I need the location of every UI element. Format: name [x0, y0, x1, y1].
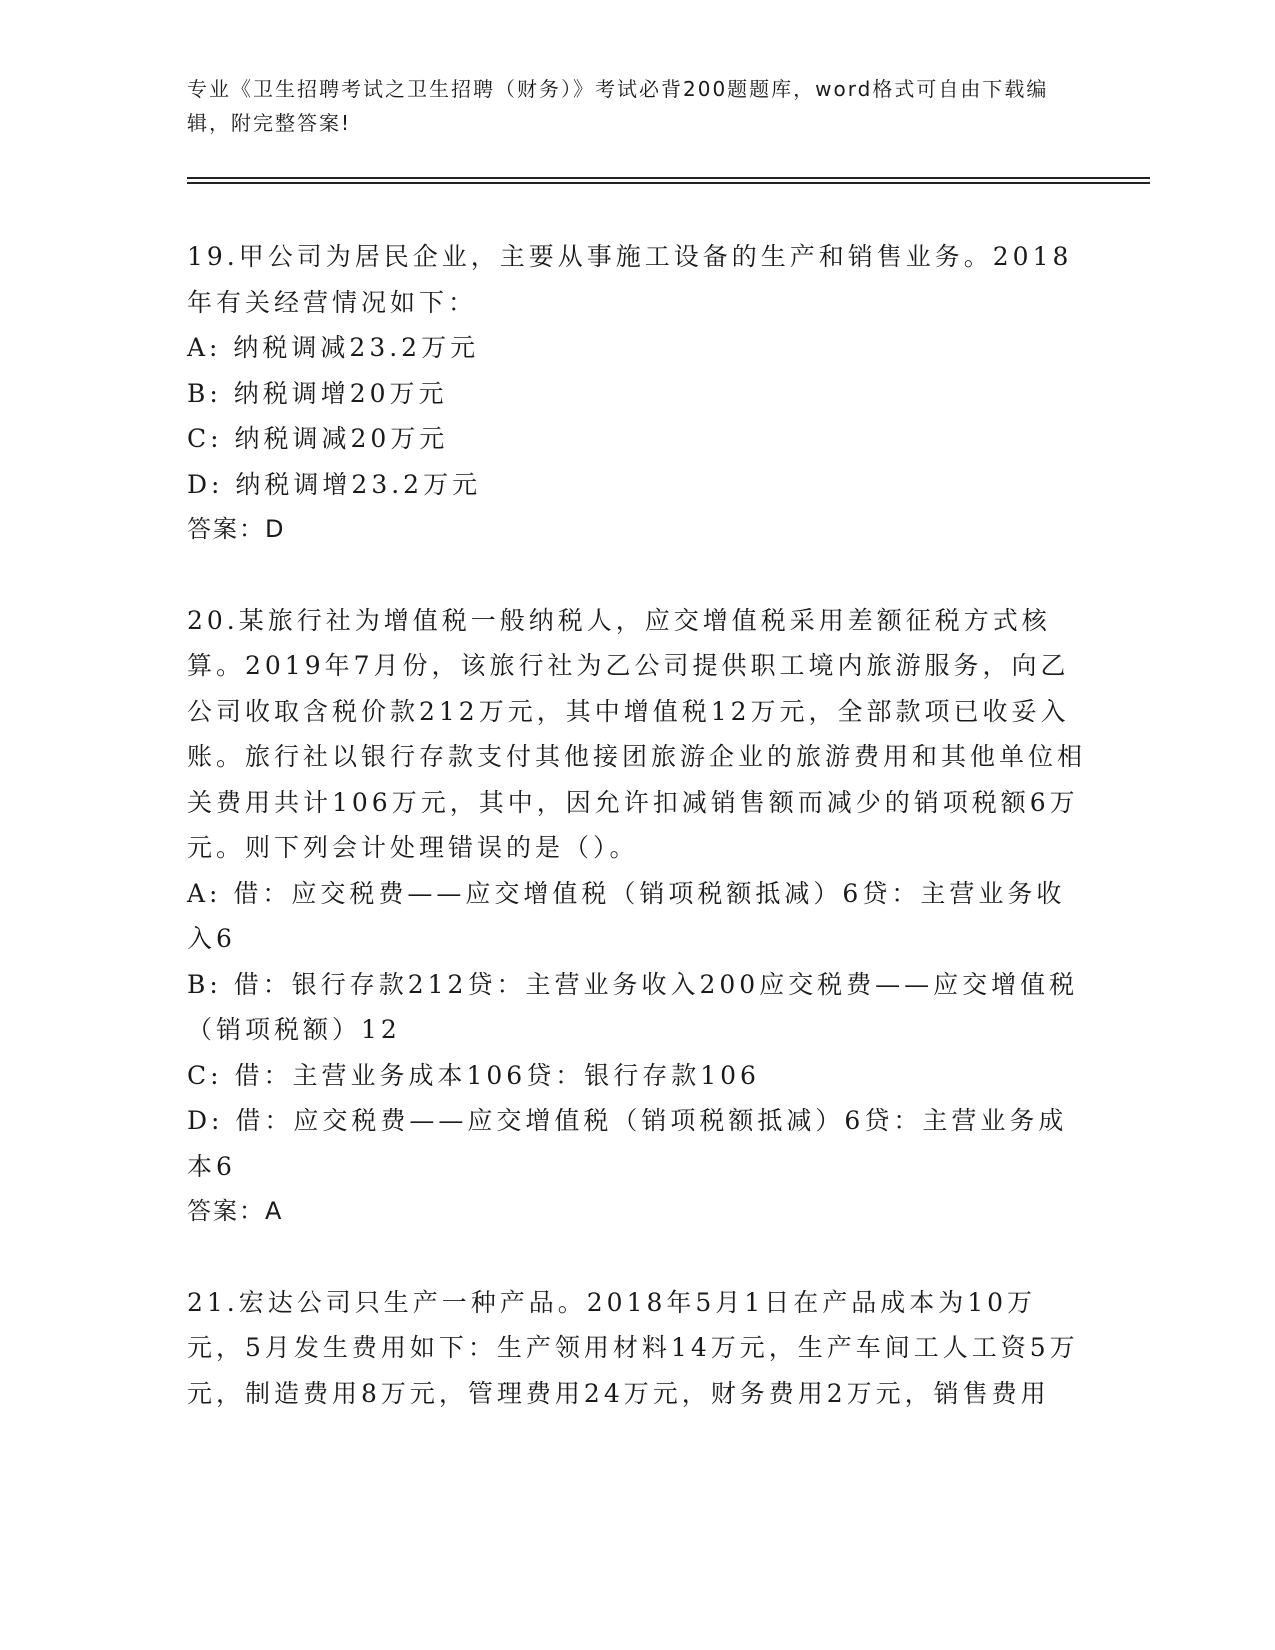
document-header: 专业《卫生招聘考试之卫生招聘（财务）》考试必背200题题库，word格式可自由下载编辑，附完整答案! [187, 77, 1049, 135]
question-20 [187, 598, 1087, 1235]
option-a: A: 借：应交税费——应交增值税（销项税额抵减）6贷：主营业务收入6 [187, 878, 1066, 953]
header-divider-bottom [187, 182, 1150, 184]
question-text: 20.某旅行社为增值税一般纳税人，应交增值税采用差额征税方式核算。2019年7月份，该旅行社为乙公司提供职工境内旅游服务，向乙公司收取含税价款212万元，其中增值税12万元，全部款项已收妥入账。旅行社以银行存款支付其他接团旅游企业的旅游费用和其他单位相关费用共计106万元，其中，因允许扣减销售额而减少的销项税额6万元。则下列会计处理错误的是（）。 [187, 605, 1087, 862]
option-d: D: 借：应交税费——应交增值税（销项税额抵减）6贷：主营业务成本6 [187, 1106, 1068, 1181]
option-a: A: 纳税调减23.2万元 [187, 333, 480, 362]
option-b: B: 借：银行存款212贷：主营业务收入200应交税费——应交增值税（销项税额）12 [187, 969, 1079, 1044]
option-b: B: 纳税调增20万元 [187, 378, 448, 408]
question-21 [187, 1280, 1087, 1417]
header-divider-top [187, 177, 1150, 179]
question-list [187, 234, 1087, 1461]
question-19 [187, 234, 1087, 553]
answer-line: 答案：A [187, 1197, 284, 1225]
question-text: 19.甲公司为居民企业，主要从事施工设备的生产和销售业务。2018年有关经营情况如下： [187, 242, 1073, 317]
option-c: C: 借：主营业务成本106贷：银行存款106 [187, 1060, 760, 1090]
question-text: 21.宏达公司只生产一种产品。2018年5月1日在产品成本为10万元，5月发生费用如下：生产领用材料14万元，生产车间工人工资5万元，制造费用8万元，管理费用24万元，财务费用2万元，销售费用 [187, 1287, 1079, 1408]
option-d: D: 纳税调增23.2万元 [187, 469, 482, 499]
option-c: C: 纳税调减20万元 [187, 424, 449, 453]
answer-line: 答案：D [187, 515, 286, 543]
